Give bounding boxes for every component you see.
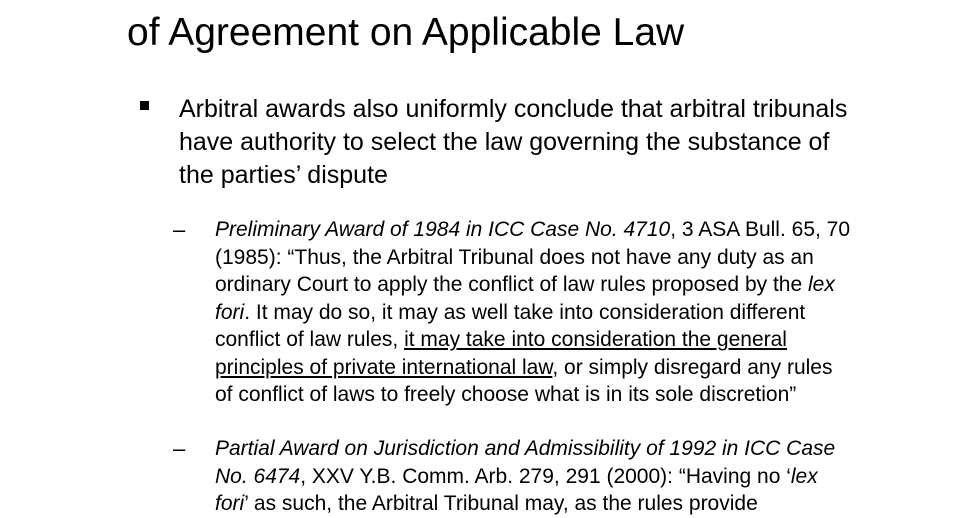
dash-marker: –: [173, 436, 186, 461]
citation-icc-4710: [215, 216, 955, 409]
citation-text: . It may do so, it may as well take into consideration different: [244, 300, 806, 324]
citation-text: , 3 ASA Bull. 65, 70: [670, 218, 851, 241]
underlined-phrase: it may take into consideration the general: [404, 328, 787, 351]
citation-text: conflict of law rules,: [215, 328, 405, 351]
case-name: Partial Award on Jurisdiction and Admissibility of 1992 in ICC Case: [215, 437, 836, 460]
bullet-line: the parties’ dispute: [179, 161, 388, 189]
citation-line: (1985): “Thus, the Arbitral Tribunal does not have any duty as an: [215, 245, 814, 269]
citation-line: [215, 354, 955, 382]
citation-line: [215, 435, 955, 463]
slide-title: of Agreement on Applicable Law: [127, 11, 685, 54]
dash-marker: –: [173, 217, 186, 242]
bullet-square-icon: [140, 101, 149, 110]
citation-line: [215, 216, 955, 244]
citation-text: , XXV Y.B. Comm. Arb. 279, 291 (2000): “Having no ‘: [300, 464, 791, 488]
latin-term: lex: [790, 464, 818, 488]
latin-term: fori: [215, 300, 245, 324]
citation-line: [215, 463, 955, 491]
citation-line: of conflict of laws to freely choose what is in its sole discretion”: [215, 383, 797, 406]
bullet-text: [179, 93, 939, 192]
underlined-phrase: principles of private international law: [215, 355, 553, 379]
citation-icc-6474: [215, 435, 955, 518]
latin-term: lex: [807, 273, 835, 296]
latin-term: fori: [215, 492, 245, 515]
case-name: Preliminary Award of 1984 in ICC Case No. 4710: [215, 218, 671, 241]
citation-line: [215, 490, 955, 518]
citation-text: , or simply disregard any rules: [552, 355, 833, 379]
bullet-line: have authority to select the law governing the substance of: [179, 128, 830, 156]
citation-line: [215, 326, 955, 354]
case-name: No. 6474: [215, 464, 301, 488]
citation-text: ’ as such, the Arbitral Tribunal may, as the rules provide: [244, 492, 758, 515]
citation-text: ordinary Court to apply the conflict of law rules proposed by the: [215, 273, 808, 296]
citation-line: [215, 299, 955, 327]
citation-line: [215, 271, 955, 299]
bullet-line: Arbitral awards also uniformly conclude that arbitral tribunals: [179, 95, 848, 123]
